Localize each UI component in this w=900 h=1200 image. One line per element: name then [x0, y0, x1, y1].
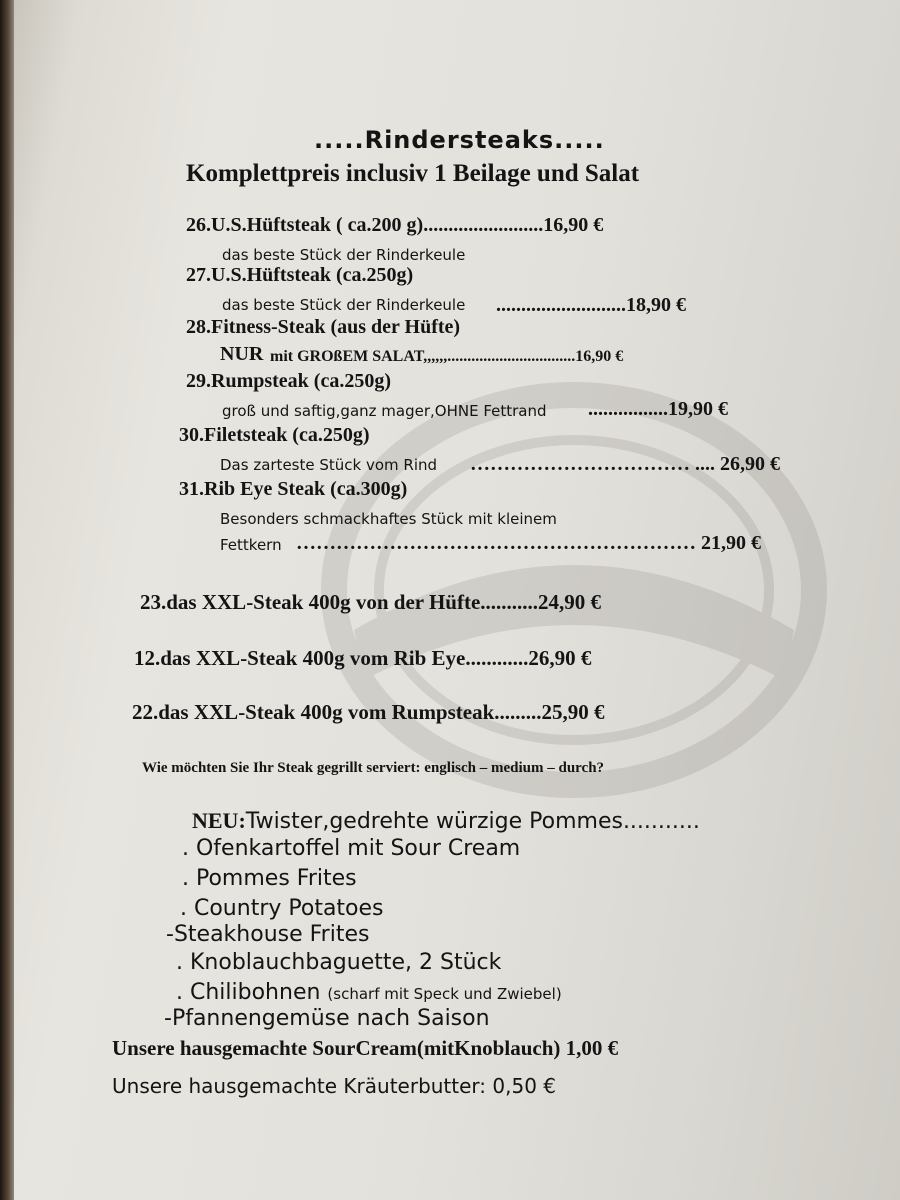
menu-item-26-name: 26.U.S.Hüftsteak ( ca.200 g)........................16,90 € — [186, 214, 604, 236]
menu-item-30-price: …………………………… .... 26,90 € — [470, 453, 780, 475]
menu-item-31-desc2: Fettkern — [220, 536, 282, 554]
side-item: -Pfannengemüse nach Saison — [164, 1006, 490, 1031]
menu-item-28-name: 28.Fitness-Steak (aus der Hüfte) — [186, 316, 461, 338]
extra-kraeuterbutter — [112, 1074, 556, 1098]
side-new-text: Twister,gedrehte würzige Pommes........... — [245, 809, 700, 834]
side-new — [192, 808, 700, 834]
menu-item-28-price: mit GROßEM SALAT,,,,,,................................16,90 € — [270, 348, 624, 365]
menu-item-29-name: 29.Rumpsteak (ca.250g) — [186, 370, 391, 392]
grill-question: Wie möchten Sie Ihr Steak gegrillt serviert: englisch – medium – durch? — [142, 760, 605, 776]
menu-item-28-nur: NUR — [220, 343, 264, 365]
section-subtitle: Komplettpreis inclusiv 1 Beilage und Salat — [186, 160, 640, 187]
menu-item-27-name: 27.U.S.Hüftsteak (ca.250g) — [186, 264, 414, 286]
side-item: . Country Potatoes — [180, 896, 384, 921]
side-item-chili-note: (scharf mit Speck und Zwiebel) — [327, 985, 562, 1003]
xxl-item-22: 22.das XXL-Steak 400g vom Rumpsteak.........25,90 € — [132, 700, 605, 724]
menu-item-30-name: 30.Filetsteak (ca.250g) — [179, 424, 370, 446]
menu-page — [14, 0, 900, 1200]
menu-item-31-price: …………………………………………………… 21,90 € — [296, 532, 761, 554]
xxl-item-12: 12.das XXL-Steak 400g vom Rib Eye............26,90 € — [134, 646, 592, 670]
section-title: .....Rindersteaks..... — [314, 126, 605, 154]
menu-item-29-price: ................19,90 € — [588, 398, 728, 420]
page-edge-shadow — [0, 0, 14, 1200]
menu-item-30-desc: Das zarteste Stück vom Rind — [220, 456, 438, 474]
xxl-item-23: 23.das XXL-Steak 400g von der Hüfte...........24,90 € — [140, 590, 602, 614]
side-item-chili — [176, 980, 562, 1005]
extra-sourcream: Unsere hausgemachte SourCream(mitKnoblauch) 1,00 € — [112, 1036, 619, 1060]
extra-kraeuterbutter-price: : 0,50 € — [479, 1074, 557, 1098]
extra-kraeuterbutter-label: Unsere hausgemachte Kräuterbutter — [112, 1074, 480, 1098]
side-item-chili-label: . Chilibohnen — [176, 980, 321, 1005]
side-item: . Pommes Frites — [182, 866, 357, 891]
menu-item-27-price: ..........................18,90 € — [496, 294, 686, 316]
menu-item-27-desc: das beste Stück der Rinderkeule — [222, 296, 466, 314]
menu-item-26-desc: das beste Stück der Rinderkeule — [222, 246, 466, 264]
side-item: -Steakhouse Frites — [166, 922, 370, 947]
menu-item-31-name: 31.Rib Eye Steak (ca.300g) — [179, 478, 408, 500]
side-item: . Ofenkartoffel mit Sour Cream — [182, 836, 521, 861]
side-item: . Knoblauchbaguette, 2 Stück — [176, 950, 502, 975]
menu-item-29-desc: groß und saftig,ganz mager,OHNE Fettrand — [222, 402, 547, 420]
menu-item-31-desc: Besonders schmackhaftes Stück mit kleinem — [220, 510, 557, 528]
side-new-label: NEU: — [192, 808, 246, 833]
